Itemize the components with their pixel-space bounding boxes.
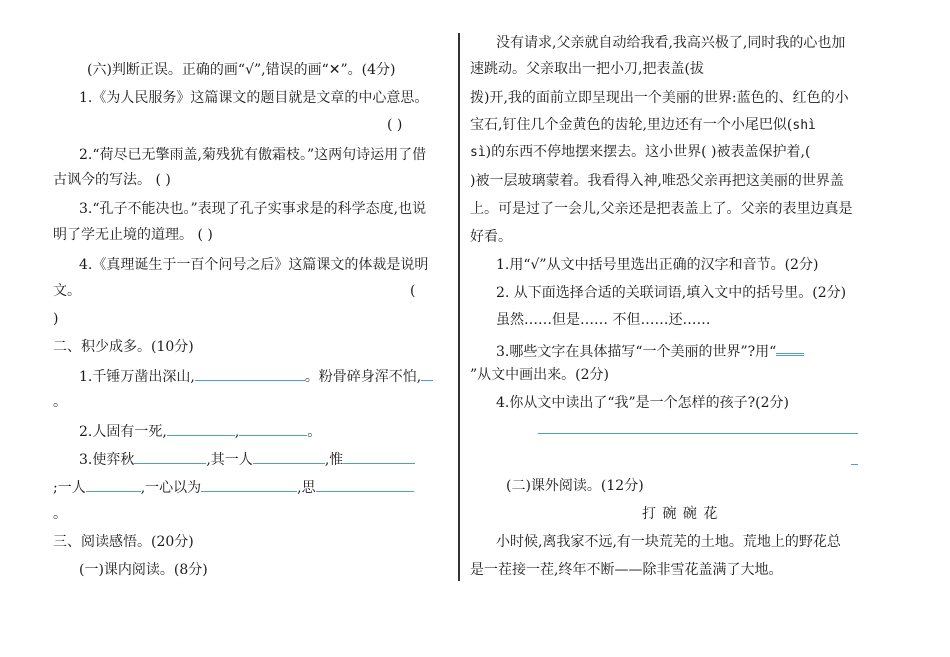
pinyin-option-shi[interactable]: shì xyxy=(792,118,816,133)
fill-q1-part-a: 1.千锤万凿出深山, xyxy=(79,369,195,385)
fill-q2-part-a: 2.人固有一死, xyxy=(79,424,167,440)
fill-q3-part-c: ,惟 xyxy=(324,452,344,468)
reading-q2-options: 虽然……但是…… 不但……还…… xyxy=(496,312,711,328)
sub-2-title: (二)课外阅读。(12分) xyxy=(506,478,644,494)
pinyin-option-si[interactable]: sì xyxy=(470,145,486,160)
reading-q4-answer-line-end[interactable] xyxy=(851,450,858,465)
fill-q2-blank-2[interactable] xyxy=(239,421,307,436)
fill-q1-part-b: 。粉骨碎身浑不怕, xyxy=(304,369,422,385)
judge-q4-paren-close: ) xyxy=(53,311,59,327)
fill-q3-part-f: ,思 xyxy=(297,480,316,496)
fill-q3-blank-5[interactable] xyxy=(201,477,297,492)
passage-line-5 xyxy=(470,142,810,163)
reading-q1: 1.用“√”从文中括号里选出正确的汉字和音节。(2分) xyxy=(496,257,819,273)
section-2-title: 二、积少成多。(10分) xyxy=(53,339,194,355)
passage-line-2: 速跳动。父亲取出一把小刀,把表盖(拔 xyxy=(470,61,704,77)
passage-line-8: 好看。 xyxy=(470,229,512,245)
reading-q2: 2. 从下面选择合适的关联词语,填入文中的括号里。(2分) xyxy=(496,285,847,301)
story-line-1: 小时候,离我家不远,有一块荒芜的土地。荒地上的野花总 xyxy=(496,534,841,550)
fill-q1-line xyxy=(79,366,433,387)
sub-1-title: (一)课内阅读。(8分) xyxy=(79,562,208,578)
judge-q4-line1: 4.《真理诞生于一百个问号之后》这篇课文的体裁是说明 xyxy=(79,257,429,273)
reading-q3-text: 3.哪些文字在具体描写“一个美丽的世界”?用“ xyxy=(496,344,777,360)
passage-line-7: 上。可是过了一会儿,父亲还是把表盖上了。父亲的表里边真是 xyxy=(470,201,853,217)
fill-q3-part-d: ;一人 xyxy=(53,480,86,496)
fill-q3-part-a: 3.使弈秋 xyxy=(79,452,135,468)
section-3-title: 三、阅读感悟。(20分) xyxy=(53,534,194,550)
reading-q4-answer-line[interactable] xyxy=(538,433,858,434)
passage-line-1: 没有请求,父亲就自动给我看,我高兴极了,同时我的心也加 xyxy=(496,35,846,51)
story-line-2: 是一茬接一茬,终年不断——除非雪花盖满了大地。 xyxy=(470,562,783,578)
fill-q2-part-c: 。 xyxy=(307,424,322,440)
judge-q4-paren-open[interactable]: ( xyxy=(410,283,416,299)
fill-q3-blank-2[interactable] xyxy=(253,449,325,464)
fill-q3-blank-4[interactable] xyxy=(86,477,141,492)
section-6-title: (六)判断正误。正确的画“√”,错误的画“✕”。(4分) xyxy=(87,62,396,78)
judge-q4-line2: 文。 xyxy=(53,283,81,299)
reading-q3-line1 xyxy=(496,339,804,362)
judge-q1-answer-paren[interactable]: ( ) xyxy=(387,117,403,133)
judge-q3-line1: 3.“孔子不能决也。”表现了孔子实事求是的科学态度,也说 xyxy=(79,201,427,217)
judge-q2-line1: 2.“荷尽已无擎雨盖,菊残犹有傲霜枝。”这两句诗运用了借 xyxy=(79,147,427,163)
judge-q1: 1.《为人民服务》这篇课文的题目就是文章的中心意思。 xyxy=(79,90,429,106)
passage-line-4 xyxy=(470,115,816,136)
underline-mark-sample xyxy=(776,339,804,356)
fill-q3-blank-3[interactable] xyxy=(343,449,415,464)
fill-q1-end: 。 xyxy=(53,394,67,410)
passage-line-4-text: 宝石,钉住几个金黄色的齿轮,里边还有一个小尾巴似( xyxy=(470,117,793,133)
fill-q3-part-e: ,一心以为 xyxy=(140,480,202,496)
fill-q2-line xyxy=(79,421,321,442)
fill-q3-line2 xyxy=(53,477,414,498)
fill-q2-blank-1[interactable] xyxy=(167,421,235,436)
story-title: 打 碗 碗 花 xyxy=(642,506,719,522)
passage-line-5-text: )的东西不停地摆来摆去。这小世界( )被表盖保护着,( xyxy=(485,144,811,160)
judge-q2-line2: 古讽今的写法。 ( ) xyxy=(53,172,171,188)
fill-q3-part-b: ,其一人 xyxy=(206,452,253,468)
fill-q3-blank-6[interactable] xyxy=(316,477,414,492)
fill-q3-end: 。 xyxy=(53,506,67,522)
fill-q3-line1 xyxy=(79,449,415,470)
fill-q3-blank-1[interactable] xyxy=(134,449,206,464)
reading-q4: 4.你从文中读出了“我”是一个怎样的孩子?(2分) xyxy=(496,395,790,411)
column-divider xyxy=(458,33,460,581)
fill-q1-blank-1[interactable] xyxy=(195,366,305,381)
passage-line-3: 拨)开,我的面前立即呈现出一个美丽的世界:蓝色的、红色的小 xyxy=(470,90,849,106)
passage-line-6: )被一层玻璃蒙着。我看得入神,唯恐父亲再把这美丽的世界盖 xyxy=(470,173,844,189)
judge-q3-line2: 明了学无止境的道理。 ( ) xyxy=(53,227,213,243)
fill-q2-part-b: , xyxy=(234,424,240,440)
fill-q1-blank-2[interactable] xyxy=(421,366,433,381)
reading-q3-line2: ”从文中画出来。(2分) xyxy=(470,367,609,383)
